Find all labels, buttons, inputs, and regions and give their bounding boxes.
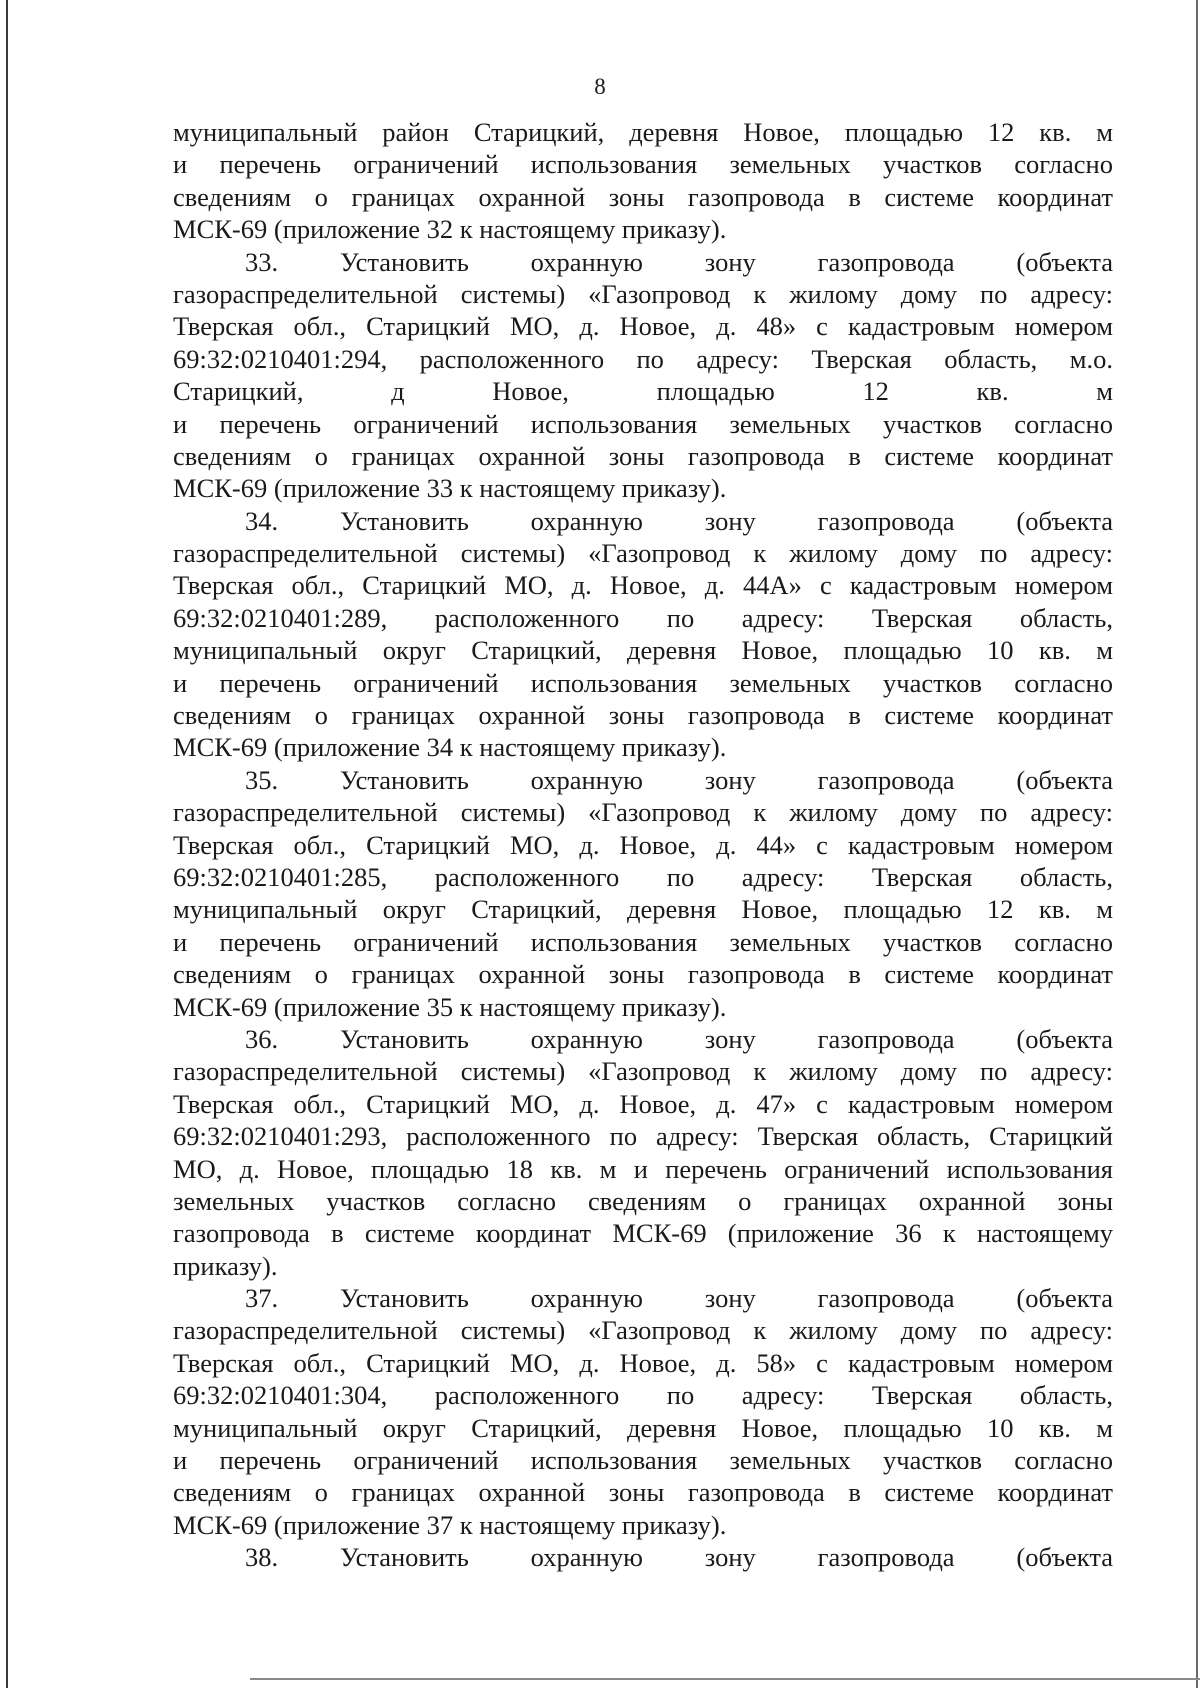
text-line: 36. Установить охранную зону газопровода (объекта (245, 1023, 1113, 1054)
text-line: муниципальный округ Старицкий, деревня Новое, площадью 12 кв. м (173, 894, 1113, 925)
scan-edge-bottom (250, 1678, 1200, 1680)
text-line: сведениям о границах охранной зоны газопровода в системе координат (173, 700, 1113, 731)
text-line: муниципальный округ Старицкий, деревня Новое, площадью 10 кв. м (173, 1412, 1113, 1443)
text-line: 69:32:0210401:285, расположенного по адресу: Тверская область, (173, 861, 1113, 892)
text-line: МСК-69 (приложение 35 к настоящему приказу). (173, 991, 727, 1022)
text-line: и перечень ограничений использования земельных участков согласно (173, 926, 1113, 957)
text-line: 37. Установить охранную зону газопровода (объекта (245, 1283, 1113, 1314)
text-line: МСК-69 (приложение 33 к настоящему приказу). (173, 473, 727, 504)
text-line: газопровода в системе координат МСК-69 (приложение 36 к настоящему (173, 1218, 1113, 1249)
text-line: Тверская обл., Старицкий МО, д. Новое, д. 44А» с кадастровым номером (173, 570, 1113, 601)
text-line: МО, д. Новое, площадью 18 кв. м и перечень ограничений использования (173, 1153, 1113, 1184)
text-line: МСК-69 (приложение 37 к настоящему приказу). (173, 1509, 727, 1540)
scan-edge-left (6, 0, 8, 1688)
text-line: и перечень ограничений использования земельных участков согласно (173, 408, 1113, 439)
text-line: Тверская обл., Старицкий МО, д. Новое, д. 47» с кадастровым номером (173, 1088, 1113, 1119)
text-line: газораспределительной системы) «Газопровод к жилому дому по адресу: (173, 278, 1113, 309)
text-line: 69:32:0210401:289, расположенного по адресу: Тверская область, (173, 602, 1113, 633)
text-line: Тверская обл., Старицкий МО, д. Новое, д. 58» с кадастровым номером (173, 1347, 1113, 1378)
text-line: газораспределительной системы) «Газопровод к жилому дому по адресу: (173, 797, 1113, 828)
text-line: и перечень ограничений использования земельных участков согласно (173, 667, 1113, 698)
text-line: и перечень ограничений использования земельных участков согласно (173, 149, 1113, 180)
text-line: МСК-69 (приложение 32 к настоящему приказу). (173, 214, 727, 245)
text-line: и перечень ограничений использования земельных участков согласно (173, 1445, 1113, 1476)
text-line: земельных участков согласно сведениям о границах охранной зоны (173, 1185, 1113, 1216)
scan-edge-right (1196, 0, 1198, 1688)
page-number: 8 (594, 74, 606, 99)
text-line: газораспределительной системы) «Газопровод к жилому дому по адресу: (173, 1056, 1113, 1087)
text-line: Тверская обл., Старицкий МО, д. Новое, д. 48» с кадастровым номером (173, 311, 1113, 342)
text-line: 69:32:0210401:294, расположенного по адресу: Тверская область, м.о. (173, 343, 1113, 374)
text-line: Тверская обл., Старицкий МО, д. Новое, д. 44» с кадастровым номером (173, 829, 1113, 860)
document-body (173, 116, 1113, 1574)
text-line: 38. Установить охранную зону газопровода (объекта (245, 1542, 1113, 1573)
text-line: сведениям о границах охранной зоны газопровода в системе координат (173, 440, 1113, 471)
text-line: муниципальный округ Старицкий, деревня Новое, площадью 10 кв. м (173, 635, 1113, 666)
text-line: муниципальный район Старицкий, деревня Новое, площадью 12 кв. м (173, 117, 1113, 147)
text-line: сведениям о границах охранной зоны газопровода в системе координат (173, 181, 1113, 212)
text-line: сведениям о границах охранной зоны газопровода в системе координат (173, 959, 1113, 990)
text-line: 35. Установить охранную зону газопровода (объекта (245, 764, 1113, 795)
text-line: МСК-69 (приложение 34 к настоящему приказу). (173, 732, 727, 763)
text-line: газораспределительной системы) «Газопровод к жилому дому по адресу: (173, 1315, 1113, 1346)
text-line: приказу). (173, 1250, 278, 1281)
text-line: Старицкий, д Новое, площадью 12 кв. м (173, 376, 1113, 407)
text-line: газораспределительной системы) «Газопровод к жилому дому по адресу: (173, 538, 1113, 569)
text-line: 69:32:0210401:304, расположенного по адресу: Тверская область, (173, 1380, 1113, 1411)
text-line: 34. Установить охранную зону газопровода (объекта (245, 505, 1113, 536)
text-line: 33. Установить охранную зону газопровода (объекта (245, 246, 1113, 277)
text-line: сведениям о границах охранной зоны газопровода в системе координат (173, 1477, 1113, 1508)
text-line: 69:32:0210401:293, расположенного по адресу: Тверская область, Старицкий (173, 1121, 1113, 1152)
